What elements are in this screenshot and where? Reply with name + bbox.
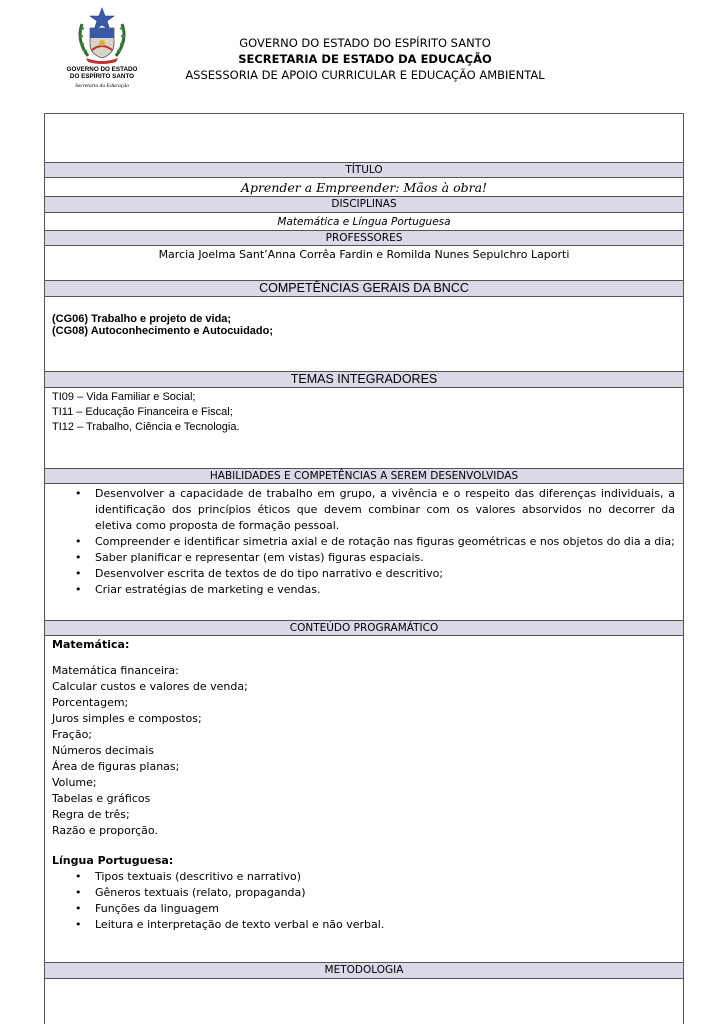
habilidade-item: • Criar estratégias de marketing e vendas. <box>45 582 675 598</box>
professors-header: PROFESSORES <box>45 230 683 246</box>
matematica-item: Calcular custos e valores de venda; <box>52 680 248 693</box>
competencia-item: (CG06) Trabalho e projeto de vida; <box>52 313 232 325</box>
habilidades-header: HABILIDADES E COMPETÊNCIAS A SEREM DESENVOLVIDAS <box>45 468 683 484</box>
portugues-item: • Tipos textuais (descritivo e narrativo) <box>52 869 384 885</box>
header-government-line: GOVERNO DO ESTADO DO ESPÍRITO SANTO <box>239 36 491 50</box>
habilidade-item: • Desenvolver escrita de textos de do tipo narrativo e descritivo; <box>45 566 675 582</box>
portugues-item: • Funções da linguagem <box>52 901 384 917</box>
habilidade-item: • Saber planificar e representar (em vistas) figuras espaciais. <box>45 550 675 566</box>
tema-item: TI09 – Vida Familiar e Social; <box>52 391 196 403</box>
disciplines-value: Matemática e Língua Portuguesa <box>277 216 451 228</box>
portugues-item: • Gêneros textuais (relato, propaganda) <box>52 885 384 901</box>
conteudo-header: CONTEÚDO PROGRAMÁTICO <box>45 620 683 636</box>
disciplines-header: DISCIPLINAS <box>45 196 683 213</box>
tema-item: TI12 – Trabalho, Ciência e Tecnologia. <box>52 421 240 433</box>
state-coat-of-arms-logo <box>62 6 142 96</box>
coat-of-arms-emblem <box>74 6 130 64</box>
tema-item: TI11 – Educação Financeira e Fiscal; <box>52 406 233 418</box>
logo-text-secretaria: Secretaria da Educação <box>75 83 129 89</box>
metodologia-header: METODOLOGIA <box>45 962 683 979</box>
habilidade-item: • Desenvolver a capacidade de trabalho em grupo, a vivência e o respeito das diferenças individuais, a identificação dos princípios éticos que devem combinar com os valores absorvidos no decorrer da eletiva como proposta de formação pessoal. <box>45 486 675 534</box>
professors-value: Marcia Joelma Sant’Anna Corrêa Fardin e Romilda Nunes Sepulchro Laporti <box>158 248 570 261</box>
matematica-item: Porcentagem; <box>52 696 129 709</box>
header-department-line: ASSESSORIA DE APOIO CURRICULAR E EDUCAÇÃO AMBIENTAL <box>185 68 545 82</box>
matematica-item: Regra de três; <box>52 808 130 821</box>
portugues-heading: Língua Portuguesa: <box>52 854 174 867</box>
matematica-item: Área de figuras planas; <box>52 760 180 773</box>
title-value: Aprender a Empreender: Mãos à obra! <box>240 180 488 195</box>
matematica-item: Razão e proporção. <box>52 824 158 837</box>
portugues-item: • Leitura e interpretação de texto verbal e não verbal. <box>52 917 384 933</box>
habilidade-item: • Compreender e identificar simetria axial e de rotação nas figuras geométricas e nos objetos do dia a dia; <box>45 534 675 550</box>
header-secretariat-line: SECRETARIA DE ESTADO DA EDUCAÇÃO <box>238 52 492 66</box>
logo-text-state: DO ESPÍRITO SANTO <box>69 73 135 80</box>
temas-header: TEMAS INTEGRADORES <box>45 371 683 388</box>
title-header: TÍTULO <box>45 162 683 178</box>
competencias-header: COMPETÊNCIAS GERAIS DA BNCC <box>45 280 683 297</box>
plan-form-table <box>44 113 684 1024</box>
competencia-item: (CG08) Autoconhecimento e Autocuidado; <box>52 325 274 337</box>
logo-text-government: GOVERNO DO ESTADO <box>66 66 138 73</box>
habilidades-list <box>45 486 675 598</box>
matematica-item: Números decimais <box>52 744 155 757</box>
matematica-heading: Matemática: <box>52 638 130 651</box>
matematica-item: Volume; <box>52 776 97 789</box>
matematica-item: Fração; <box>52 728 93 741</box>
matematica-item: Matemática financeira: <box>52 664 179 677</box>
conteudo-body <box>52 637 384 933</box>
matematica-item: Tabelas e gráficos <box>52 792 151 805</box>
matematica-item: Juros simples e compostos; <box>52 712 202 725</box>
portugues-list <box>52 869 384 933</box>
